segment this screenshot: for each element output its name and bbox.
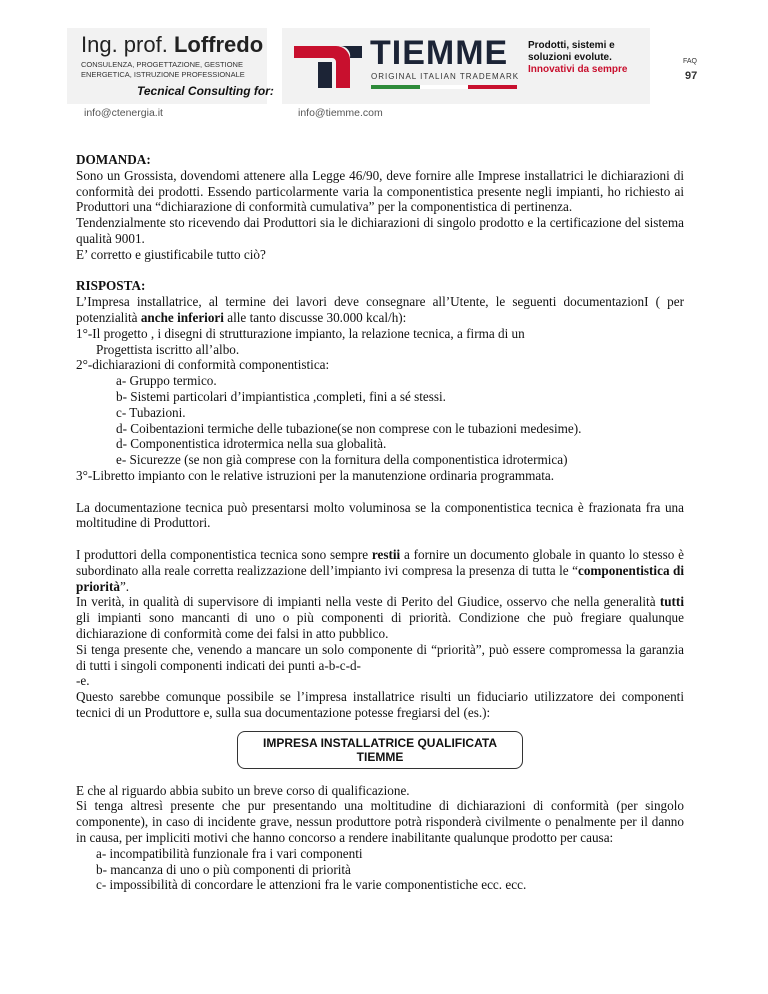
paragraph-priority: Si tenga presente che, venendo a mancare un solo componente di “priorità”, può essere compromessa la garanzia di tutti i singoli componenti indicati dei punti a-b-c-d- — [76, 641, 684, 673]
question-text-2: Tendenzialmente sto ricevendo dai Produttori sia le dichiarazioni di singolo prodotto e la certificazione del sistema qualità 9001. — [76, 215, 684, 246]
brand-name-regular: Ing. prof. — [81, 32, 174, 57]
doc-item-3: 3°-Libretto impianto con le relative istruzioni per la manutenzione ordinaria programmata. — [76, 467, 555, 483]
tiemme-wordmark: TIEMME — [370, 34, 509, 72]
tiemme-logo-panel — [282, 28, 650, 104]
paragraph-liability: Si tenga altresì presente che pur presentando una moltitudine di dichiarazioni di conformità (per singolo componente), in caso di incidente grave, nessun produttore potrà risponderà civilmente o penalmente per il danno in causa, per impliciti motivi che hanno concorso a rendere inabilitante qualunque prodotto per causa: — [76, 798, 684, 846]
intro-bold: anche inferiori — [140, 309, 224, 325]
brand-name-bold: Loffredo — [173, 32, 264, 57]
sub-item: d- Coibentazioni termiche delle tubazione(se non comprese con le tubazioni medesime). — [116, 420, 582, 436]
loffredo-services — [81, 60, 245, 80]
paragraph-producers — [76, 547, 684, 594]
para2-bold-2: componentistica di priorità — [76, 562, 685, 594]
answer-intro — [76, 294, 684, 326]
paragraph-supervisor — [76, 594, 684, 641]
answer-title: RISPOSTA: — [76, 278, 146, 294]
badge-line-1: IMPRESA INSTALLATRICE QUALIFICATA — [263, 735, 497, 750]
cause-item: c- impossibilità di concordare le attenzioni fra le varie componentistiche ecc. ecc. — [96, 877, 527, 893]
brand-tagline: Tecnical Consulting for: — [137, 84, 274, 98]
sub-item: d- Componentistica idrotermica nella sua globalità. — [116, 436, 387, 452]
para2-part-a: I produttori della componentistica tecnica sono sempre — [76, 546, 372, 562]
intro-part-1: L’Impresa installatrice, al termine dei lavori deve consegnare all’Utente, le seguenti documentazionI ( per potenzialità — [76, 294, 684, 325]
para2-bold-1: restii — [371, 546, 401, 562]
tiemme-trademark: ORIGINAL ITALIAN TRADEMARK — [371, 72, 520, 81]
para2-part-b: a fornire un documento globale in quanto lo stesso è subordinato alla reale corretta realizzazione dell’impianto ivi compresa la presenza di tutta le “ — [76, 546, 684, 578]
sub-item: a- Gruppo termico. — [116, 373, 217, 389]
badge-line-2: TIEMME — [356, 749, 404, 764]
doc-item-2: 2°-dichiarazioni di conformità componentistica: — [76, 357, 330, 373]
sub-item: c- Tubazioni. — [116, 404, 186, 420]
tiemme-logo-icon — [292, 40, 364, 92]
cause-item: b- mancanza di uno o più componenti di priorità — [96, 861, 351, 877]
para3-part-a: In verità, in qualità di supervisore di impianti nella veste di Perito del Giudice, osservo che nella generalità — [76, 594, 660, 610]
italian-flag-stripe — [371, 85, 517, 89]
sub-item: b- Sistemi particolari d’impiantistica ,completi, fini a sé stessi. — [116, 388, 446, 404]
paragraph-course: E che al riguardo abbia subito un breve corso di qualificazione. — [76, 782, 410, 798]
paragraph-documentation: La documentazione tecnica può presentarsi molto voluminosa se la componentistica tecnica è frazionata fra una moltitudine di Produttori. — [76, 499, 684, 531]
para3-part-b: gli impianti sono mancanti di uno o più componenti di priorità. Condizione che può fregiare qualunque dichiarazione di conformità come dei falsi in atto pubblico. — [76, 610, 684, 641]
question-text-3: E’ corretto e giustificabile tutto ciò? — [76, 246, 266, 262]
question-title: DOMANDA: — [76, 152, 151, 167]
slogan-line-2: soluzioni evolute. — [528, 52, 612, 63]
paragraph-possible: Questo sarebbe comunque possibile se l’impresa installatrice risulti un fiduciario utilizzatore dei componenti tecnici di un Produttore e, sulla sua documentazione potesse fregiarsi del (es.): — [76, 689, 684, 720]
email-ctenergia[interactable]: info@ctenergia.it — [84, 107, 163, 119]
slogan-line-3: Innovativi da sempre — [528, 64, 628, 75]
faq-body — [76, 152, 684, 893]
services-line-2: ENERGETICA, ISTRUZIONE PROFESSIONALE — [81, 70, 245, 79]
page-header — [0, 0, 768, 130]
tiemme-slogan — [528, 40, 627, 76]
question-text: Sono un Grossista, dovendomi attenere alla Legge 46/90, deve fornire alle Imprese installatrici le dichiarazioni di conformità dei prodotti. Essendo particolarmente varia la componentistica presente negli impianti, ho richiesto ai Produttori una “dichiarazione di conformità cumulativa” per la componentistica di pertinenza. — [76, 167, 684, 215]
doc-item-1-cont: Progettista iscritto all’albo. — [96, 341, 240, 357]
paragraph-priority-cont: -e. — [76, 673, 90, 689]
intro-part-2: alle tanto discusse 30.000 kcal/h): — [223, 309, 407, 325]
para2-part-c: ”. — [119, 578, 130, 594]
cause-item: a- incompatibilità funzionale fra i vari componenti — [96, 845, 363, 861]
loffredo-brand-name — [81, 32, 263, 58]
para3-bold: tutti — [659, 594, 684, 610]
doc-item-1: 1°-Il progetto , i disegni di strutturazione impianto, la relazione tecnica, a firma di un — [76, 325, 525, 341]
qualified-installer-badge — [237, 731, 523, 769]
loffredo-logo-panel — [67, 28, 274, 104]
slogan-line-1: Prodotti, sistemi e — [528, 40, 615, 51]
faq-label: FAQ — [683, 58, 698, 65]
faq-number: 97 — [685, 70, 698, 82]
services-line-1: CONSULENZA, PROGETTAZIONE, GESTIONE — [81, 60, 243, 69]
email-tiemme[interactable]: info@tiemme.com — [298, 107, 383, 119]
sub-item: e- Sicurezze (se non già comprese con la fornitura della componentistica idrotermica) — [116, 452, 568, 468]
